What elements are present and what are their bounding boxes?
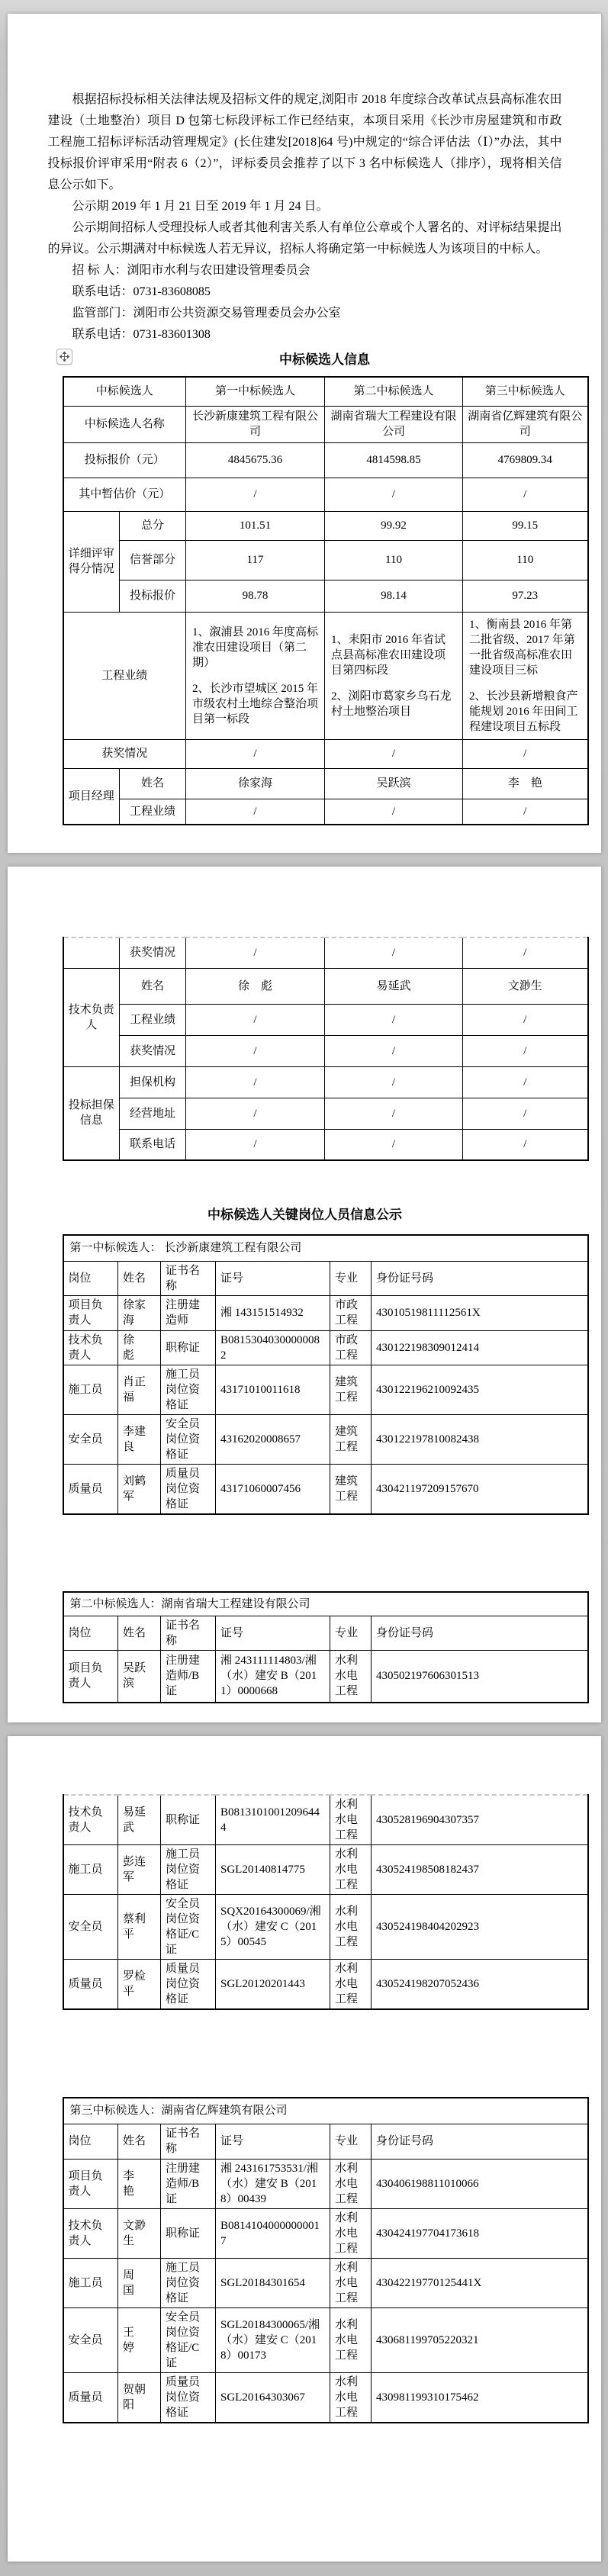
table-row [63,799,588,825]
table-row [63,540,588,580]
cell: 蔡利平 [118,1895,161,1960]
cell: 获奖情况 [63,739,186,768]
page-3 [8,1736,601,2562]
cell: 质量员岗位资格证 [161,1960,216,2010]
cell: SGL20140814775 [216,1845,330,1895]
cell: 湘 143151514932 [216,1295,330,1330]
cell: 430524198404202923 [372,1895,588,1960]
cell: 贺朝阳 [118,2372,161,2423]
cell: 证号 [216,1616,330,1651]
cell: 43171060007456 [216,1464,330,1514]
cell: 注册建造师/B 证 [161,1651,216,1703]
intro-paragraph: 根据招标投标相关法律法规及招标文件的规定,浏阳市 2018 年度综合改革试点县高标准农田建设（土地整治）项目 D 包第七标段评标工作已经结束，本项目采用《长沙市房屋建筑和市政工程施工招标评标活动管理规定》(长住建发[2018]64 号)中规定的“综合评估法（Ⅰ）”办法，其中投标报价评审采用“附表 6（2）”，评标委员会推荐了以下 3 名中标候选人（排序），现将相关信息公示如下。 [47,93,562,191]
cell: / [186,799,325,825]
cell: 430524198508182437 [372,1845,588,1895]
cell: 第三中标候选人 [463,377,588,406]
cell: 中标候选人 [63,377,186,406]
cell: 建筑工程 [330,1414,372,1464]
cell [325,612,463,739]
key-personnel-table-1 [63,1234,589,1515]
table-row [63,1295,588,1330]
cell: SGL20184300065/湘（水）建安 C（2018）00173 [216,2307,330,2372]
cell: / [325,1035,463,1066]
cell: / [463,937,588,968]
cell: 质量员岗位资格证 [161,1464,216,1514]
cell: 项目负责人 [63,1651,118,1703]
table-move-handle-icon[interactable] [56,349,72,365]
cell: / [186,937,325,968]
cell: 徐 彪 [186,968,325,1004]
cell [186,612,325,739]
cell: 水利水电工程 [330,2159,372,2208]
table-row [63,1066,588,1098]
page-1 [8,14,601,853]
supervisor-phone-line: 联系电话：0731-83601308 [72,328,211,341]
table-row [63,612,588,739]
table-row [63,1129,588,1160]
cell: 施工员 [63,2258,118,2307]
candidate-info-table [63,376,589,825]
cell: B08131010012096444 [216,1795,330,1845]
cell: 姓名 [120,768,186,799]
cell: 彭连军 [118,1845,161,1895]
cell: 李建良 [118,1414,161,1464]
table-row [63,937,588,968]
tenderer-phone-line: 联系电话：0731-83608085 [72,285,211,298]
table-row [63,2098,588,2124]
cell: / [325,799,463,825]
info-table-title: 中标候选人信息 [279,352,370,367]
objection-paragraph: 公示期间招标人受理投标人或者其他利害关系人有单位公章或个人署名的、对评标结果提出的异议。公示期满对中标候选人若无异议，招标人将确定第一中标候选人为该项目的中标人。 [47,221,562,256]
performance-item: 2、浏阳市葛家乡乌石龙村土地整治项目 [331,690,452,718]
cell: 建筑工程 [330,1464,372,1514]
cell: / [463,1066,588,1098]
cell: / [325,1004,463,1035]
table-row [63,478,588,511]
cell: 职称证 [161,1330,216,1365]
cell: 证书名称 [161,2124,216,2159]
cell: 98.14 [325,580,463,612]
table-row [63,968,588,1004]
cell: 信誉部分 [120,540,186,580]
cell: / [463,1004,588,1035]
performance-item: 1、耒阳市 2016 年省试点县高标准农田建设项目第四标段 [331,633,446,677]
cell: / [463,739,588,768]
cell: 4814598.85 [325,442,463,478]
cell: 湖南省亿辉建筑有限公司 [463,406,588,442]
table-row [63,1330,588,1365]
performance-item: 2、长沙市望城区 2015 年市级农村土地综合整治项目第一标段 [192,682,319,725]
cell: SGL20184301654 [216,2258,330,2307]
cell: 430122198309012414 [372,1330,588,1365]
table-row [63,377,588,406]
table-row [63,406,588,442]
cell: / [186,1129,325,1160]
cell: 徐家海 [186,768,325,799]
cell: 建筑工程 [330,1365,372,1414]
cell: 98.78 [186,580,325,612]
cell: 117 [186,540,325,580]
cell: 身份证号码 [372,1261,588,1295]
cell: 详细评审得分情况 [63,511,120,612]
table-row [63,1235,588,1261]
table-row [63,1004,588,1035]
cell: 周 国 [118,2258,161,2307]
cell: 4845675.36 [186,442,325,478]
cell: 第一中标候选人 [186,377,325,406]
cell: / [186,1004,325,1035]
cell: 湘 243161753531/湘（水）建安 B（2018）00439 [216,2159,330,2208]
cell: 专业 [330,2124,372,2159]
cell: 施工员 [63,1365,118,1414]
cell: 肖正福 [118,1365,161,1414]
cell: 王 婷 [118,2307,161,2372]
table-row [63,739,588,768]
cell: 4769809.34 [463,442,588,478]
supervisor-line: 监管部门：浏阳市公共资源交易管理委员会办公室 [72,307,341,320]
cell: 施工员岗位资格证 [161,1365,216,1414]
cell: 水利水电工程 [330,1845,372,1895]
cell: / [186,1098,325,1129]
cell: 注册建造师/B 证 [161,2159,216,2208]
cell: 徐家海 [118,1295,161,1330]
cell: 经营地址 [120,1098,186,1129]
table-row [63,1795,588,1845]
cell: 工程业绩 [120,799,186,825]
cell: 安全员岗位资格证/C 证 [161,2307,216,2372]
performance-item: 1、衡南县 2016 年第二批省级、2017 年第一批省级高标准农田建设项目三标 [469,618,575,677]
cell: / [325,1098,463,1129]
cell: 刘鹤军 [118,1464,161,1514]
cell: 吴跃滨 [118,1651,161,1703]
table-row [63,2258,588,2307]
cell: 安全员岗位资格证 [161,1414,216,1464]
cell: 获奖情况 [120,1035,186,1066]
cell: 投标担保信息 [63,1066,120,1160]
cell: 身份证号码 [372,1616,588,1651]
table-row [63,1261,588,1295]
cell: 李 艳 [463,768,588,799]
cell: 文渺生 [118,2208,161,2258]
cell: 技术负责人 [63,2208,118,2258]
table-row [63,1098,588,1129]
cell: 安全员 [63,1895,118,1960]
table-row [63,1365,588,1414]
cell: 罗检平 [118,1960,161,2010]
cell: 430122196210092435 [372,1365,588,1414]
cell: SQX20164300069/湘（水）建安 C（2015）00545 [216,1895,330,1960]
cell: 水利水电工程 [330,1895,372,1960]
table-row [63,2372,588,2423]
cell: 技术负责人 [63,1795,118,1845]
cell: 430421197209157670 [372,1464,588,1514]
cell: / [325,478,463,511]
cell: 99.15 [463,511,588,540]
cell: 质量员 [63,1960,118,2010]
cell: 43042219770125441X [372,2258,588,2307]
cell: 联系电话 [120,1129,186,1160]
table-row [63,511,588,540]
cell: B08141040000000017 [216,2208,330,2258]
cell: 吴跃滨 [325,768,463,799]
table-row [63,1592,588,1616]
cell: 质量员 [63,1464,118,1514]
cell: 文渺生 [463,968,588,1004]
table-row [63,2124,588,2159]
cell: 110 [325,540,463,580]
table-row [63,442,588,478]
cell: / [463,478,588,511]
cell: 专业 [330,1616,372,1651]
cell: 工程业绩 [63,612,186,739]
table-row [63,1616,588,1651]
table-row [63,768,588,799]
cell: 职称证 [161,1795,216,1845]
cell: 易延武 [325,968,463,1004]
table-row [63,1035,588,1066]
cell: 市政工程 [330,1330,372,1365]
cell: 430681199705220321 [372,2307,588,2372]
company-line: 第一中标候选人： 长沙新康建筑工程有限公司 [63,1235,588,1261]
table-row [63,1464,588,1514]
cell [463,612,588,739]
cell: 水利水电工程 [330,1795,372,1845]
cell [63,937,120,968]
table-row [63,1845,588,1895]
cell: SGL20120201443 [216,1960,330,2010]
cell: 总分 [120,511,186,540]
cell: / [463,1035,588,1066]
cell: / [463,1129,588,1160]
key-personnel-table-2-continued [63,1794,589,2010]
cell: 第二中标候选人 [325,377,463,406]
cell: 安全员 [63,1414,118,1464]
table-row [63,580,588,612]
key-personnel-table-3 [63,2097,589,2423]
cell: 湖南省瑞大工程建设有限公司 [325,406,463,442]
table-row [63,2307,588,2372]
cell: 岗位 [63,2124,118,2159]
cell: 430424197704173618 [372,2208,588,2258]
cell: 质量员 [63,2372,118,2423]
cell: / [325,1129,463,1160]
cell: 徐 彪 [118,1330,161,1365]
cell: 专业 [330,1261,372,1295]
cell: 注册建造师 [161,1295,216,1330]
cell: 施工员岗位资格证 [161,2258,216,2307]
cell: / [463,1098,588,1129]
cell: 身份证号码 [372,2124,588,2159]
cell: 430981199310175462 [372,2372,588,2423]
cell: 项目经理 [63,768,120,825]
cell: 430406198811010066 [372,2159,588,2208]
cell: 项目负责人 [63,2159,118,2208]
cell: 430502197606301513 [372,1651,588,1703]
performance-item: 2、长沙县新增粮食产能规划 2016 年田间工程建设项目五标段 [469,690,578,733]
company-line: 第二中标候选人：湖南省瑞大工程建设有限公司 [63,1592,588,1616]
cell: / [186,478,325,511]
cell: 姓名 [120,968,186,1004]
info-table-title-block [63,350,587,370]
cell: 市政工程 [330,1295,372,1330]
cell: 投标报价（元） [63,442,186,478]
move-cross-icon [60,352,69,362]
cell: 其中暂估价（元） [63,478,186,511]
cell: 430528196904307357 [372,1795,588,1845]
tenderer-line: 招 标 人：浏阳市水利与农田建设管理委员会 [72,264,310,277]
cell: 110 [463,540,588,580]
cell: 施工员岗位资格证 [161,1845,216,1895]
cell: 水利水电工程 [330,2307,372,2372]
cell: 43010519811112561X [372,1295,588,1330]
cell: / [463,799,588,825]
cell: 李 艳 [118,2159,161,2208]
cell: 技术负责人 [63,968,120,1066]
cell: / [186,1035,325,1066]
cell: 担保机构 [120,1066,186,1098]
cell: 长沙新康建筑工程有限公司 [186,406,325,442]
cell: 易延武 [118,1795,161,1845]
key-personnel-title: 中标候选人关键岗位人员信息公示 [207,1208,402,1222]
page-2 [8,867,601,1722]
cell: B08153040300000082 [216,1330,330,1365]
cell: 证书名称 [161,1616,216,1651]
cell: 安全员岗位资格证/C 证 [161,1895,216,1960]
table-row [63,2159,588,2208]
cell: 项目负责人 [63,1295,118,1330]
cell: 水利水电工程 [330,1651,372,1703]
cell: 岗位 [63,1261,118,1295]
candidate-info-table-continued [63,937,589,1161]
table-row [63,2208,588,2258]
cell: 姓名 [118,2124,161,2159]
cell: 99.92 [325,511,463,540]
cell: 技术负责人 [63,1330,118,1365]
cell: 安全员 [63,2307,118,2372]
cell: 水利水电工程 [330,2208,372,2258]
cell: 职称证 [161,2208,216,2258]
cell: 证书名称 [161,1261,216,1295]
table-row [63,1651,588,1703]
cell: 投标报价 [120,580,186,612]
cell: 101.51 [186,511,325,540]
cell: / [186,1066,325,1098]
table-row [63,1895,588,1960]
cell: 430524198207052436 [372,1960,588,2010]
cell: 水利水电工程 [330,2258,372,2307]
key-personnel-table-2 [63,1591,589,1703]
cell: / [186,739,325,768]
cell: / [325,1066,463,1098]
cell: SGL20164303067 [216,2372,330,2423]
cell: 43162020008657 [216,1414,330,1464]
performance-item: 1、溆浦县 2016 年度高标准农田建设项目（第二期） [192,626,319,669]
cell: 施工员 [63,1845,118,1895]
cell: 姓名 [118,1261,161,1295]
cell: 质量员岗位资格证 [161,2372,216,2423]
cell: 岗位 [63,1616,118,1651]
table-row [63,1414,588,1464]
cell: / [325,739,463,768]
cell: 湘 243111114803/湘（水）建安 B（2011）0000668 [216,1651,330,1703]
table-row [63,1960,588,2010]
cell: 97.23 [463,580,588,612]
cell: 水利水电工程 [330,2372,372,2423]
company-line: 第三中标候选人：湖南省亿辉建筑有限公司 [63,2098,588,2124]
cell: 43171010011618 [216,1365,330,1414]
publicity-period-line: 公示期 2019 年 1 月 21 日至 2019 年 1 月 24 日。 [72,200,329,213]
cell: 中标候选人名称 [63,406,186,442]
cell: 姓名 [118,1616,161,1651]
cell: 证号 [216,2124,330,2159]
cell: 获奖情况 [120,937,186,968]
cell: 430122197810082438 [372,1414,588,1464]
cell: 证号 [216,1261,330,1295]
cell: 工程业绩 [120,1004,186,1035]
cell: / [325,937,463,968]
cell: 水利水电工程 [330,1960,372,2010]
